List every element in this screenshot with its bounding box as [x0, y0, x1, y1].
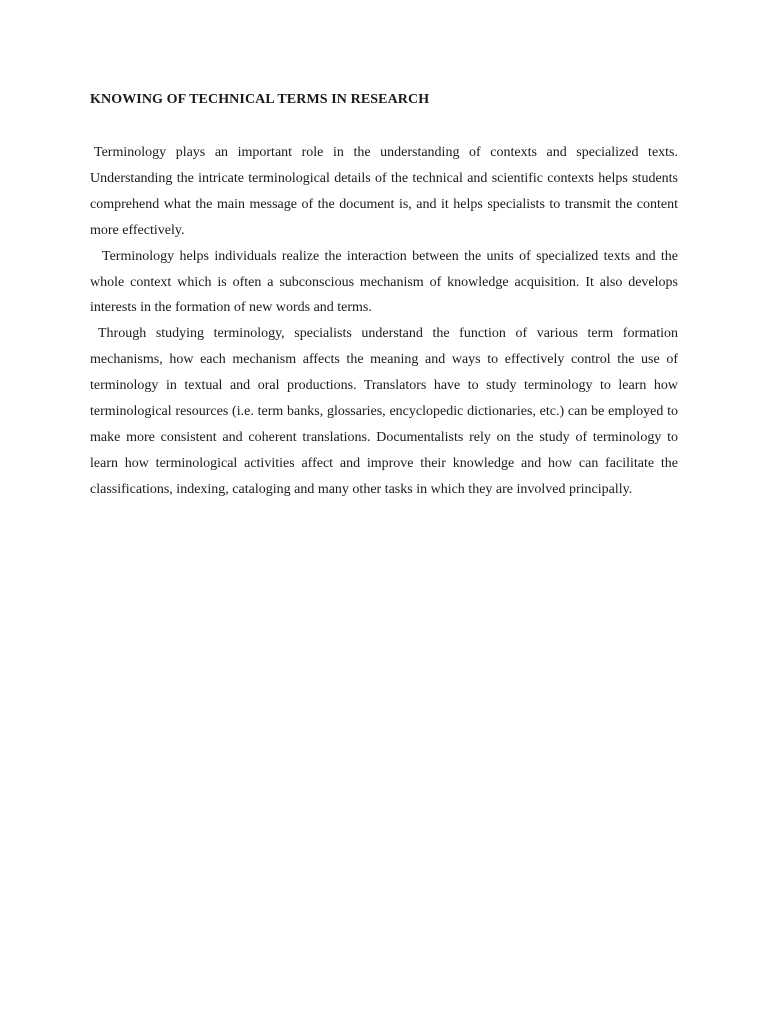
- paragraph-3: Through studying terminology, specialists understand the function of various term formation mechanisms, how each mechanism affects the meaning and ways to effectively control the use of terminology in textual and oral productions. Translators have to study terminology to learn how terminological resources (i.e. term banks, glossaries, encyclopedic dictionaries, etc.) can be employed to make more consistent and coherent translations. Documentalists rely on the study of terminology to learn how terminological activities affect and improve their knowledge and how can facilitate the classifications, indexing, cataloging and many other tasks in which they are involved principally.: [90, 326, 678, 497]
- paragraph-1: Terminology plays an important role in the understanding of contexts and specialized texts. Understanding the intricate terminological details of the technical and scientific contexts helps students comprehend what the main message of the document is, and it helps specialists to transmit the content more effectively.: [90, 145, 678, 238]
- document-body: [90, 90, 678, 503]
- paragraph-2: Terminology helps individuals realize the interaction between the units of specialized texts and the whole context which is often a subconscious mechanism of knowledge acquisition. It also develops interests in the formation of new words and terms.: [90, 248, 678, 316]
- document-title: KNOWING OF TECHNICAL TERMS IN RESEARCH: [90, 92, 430, 107]
